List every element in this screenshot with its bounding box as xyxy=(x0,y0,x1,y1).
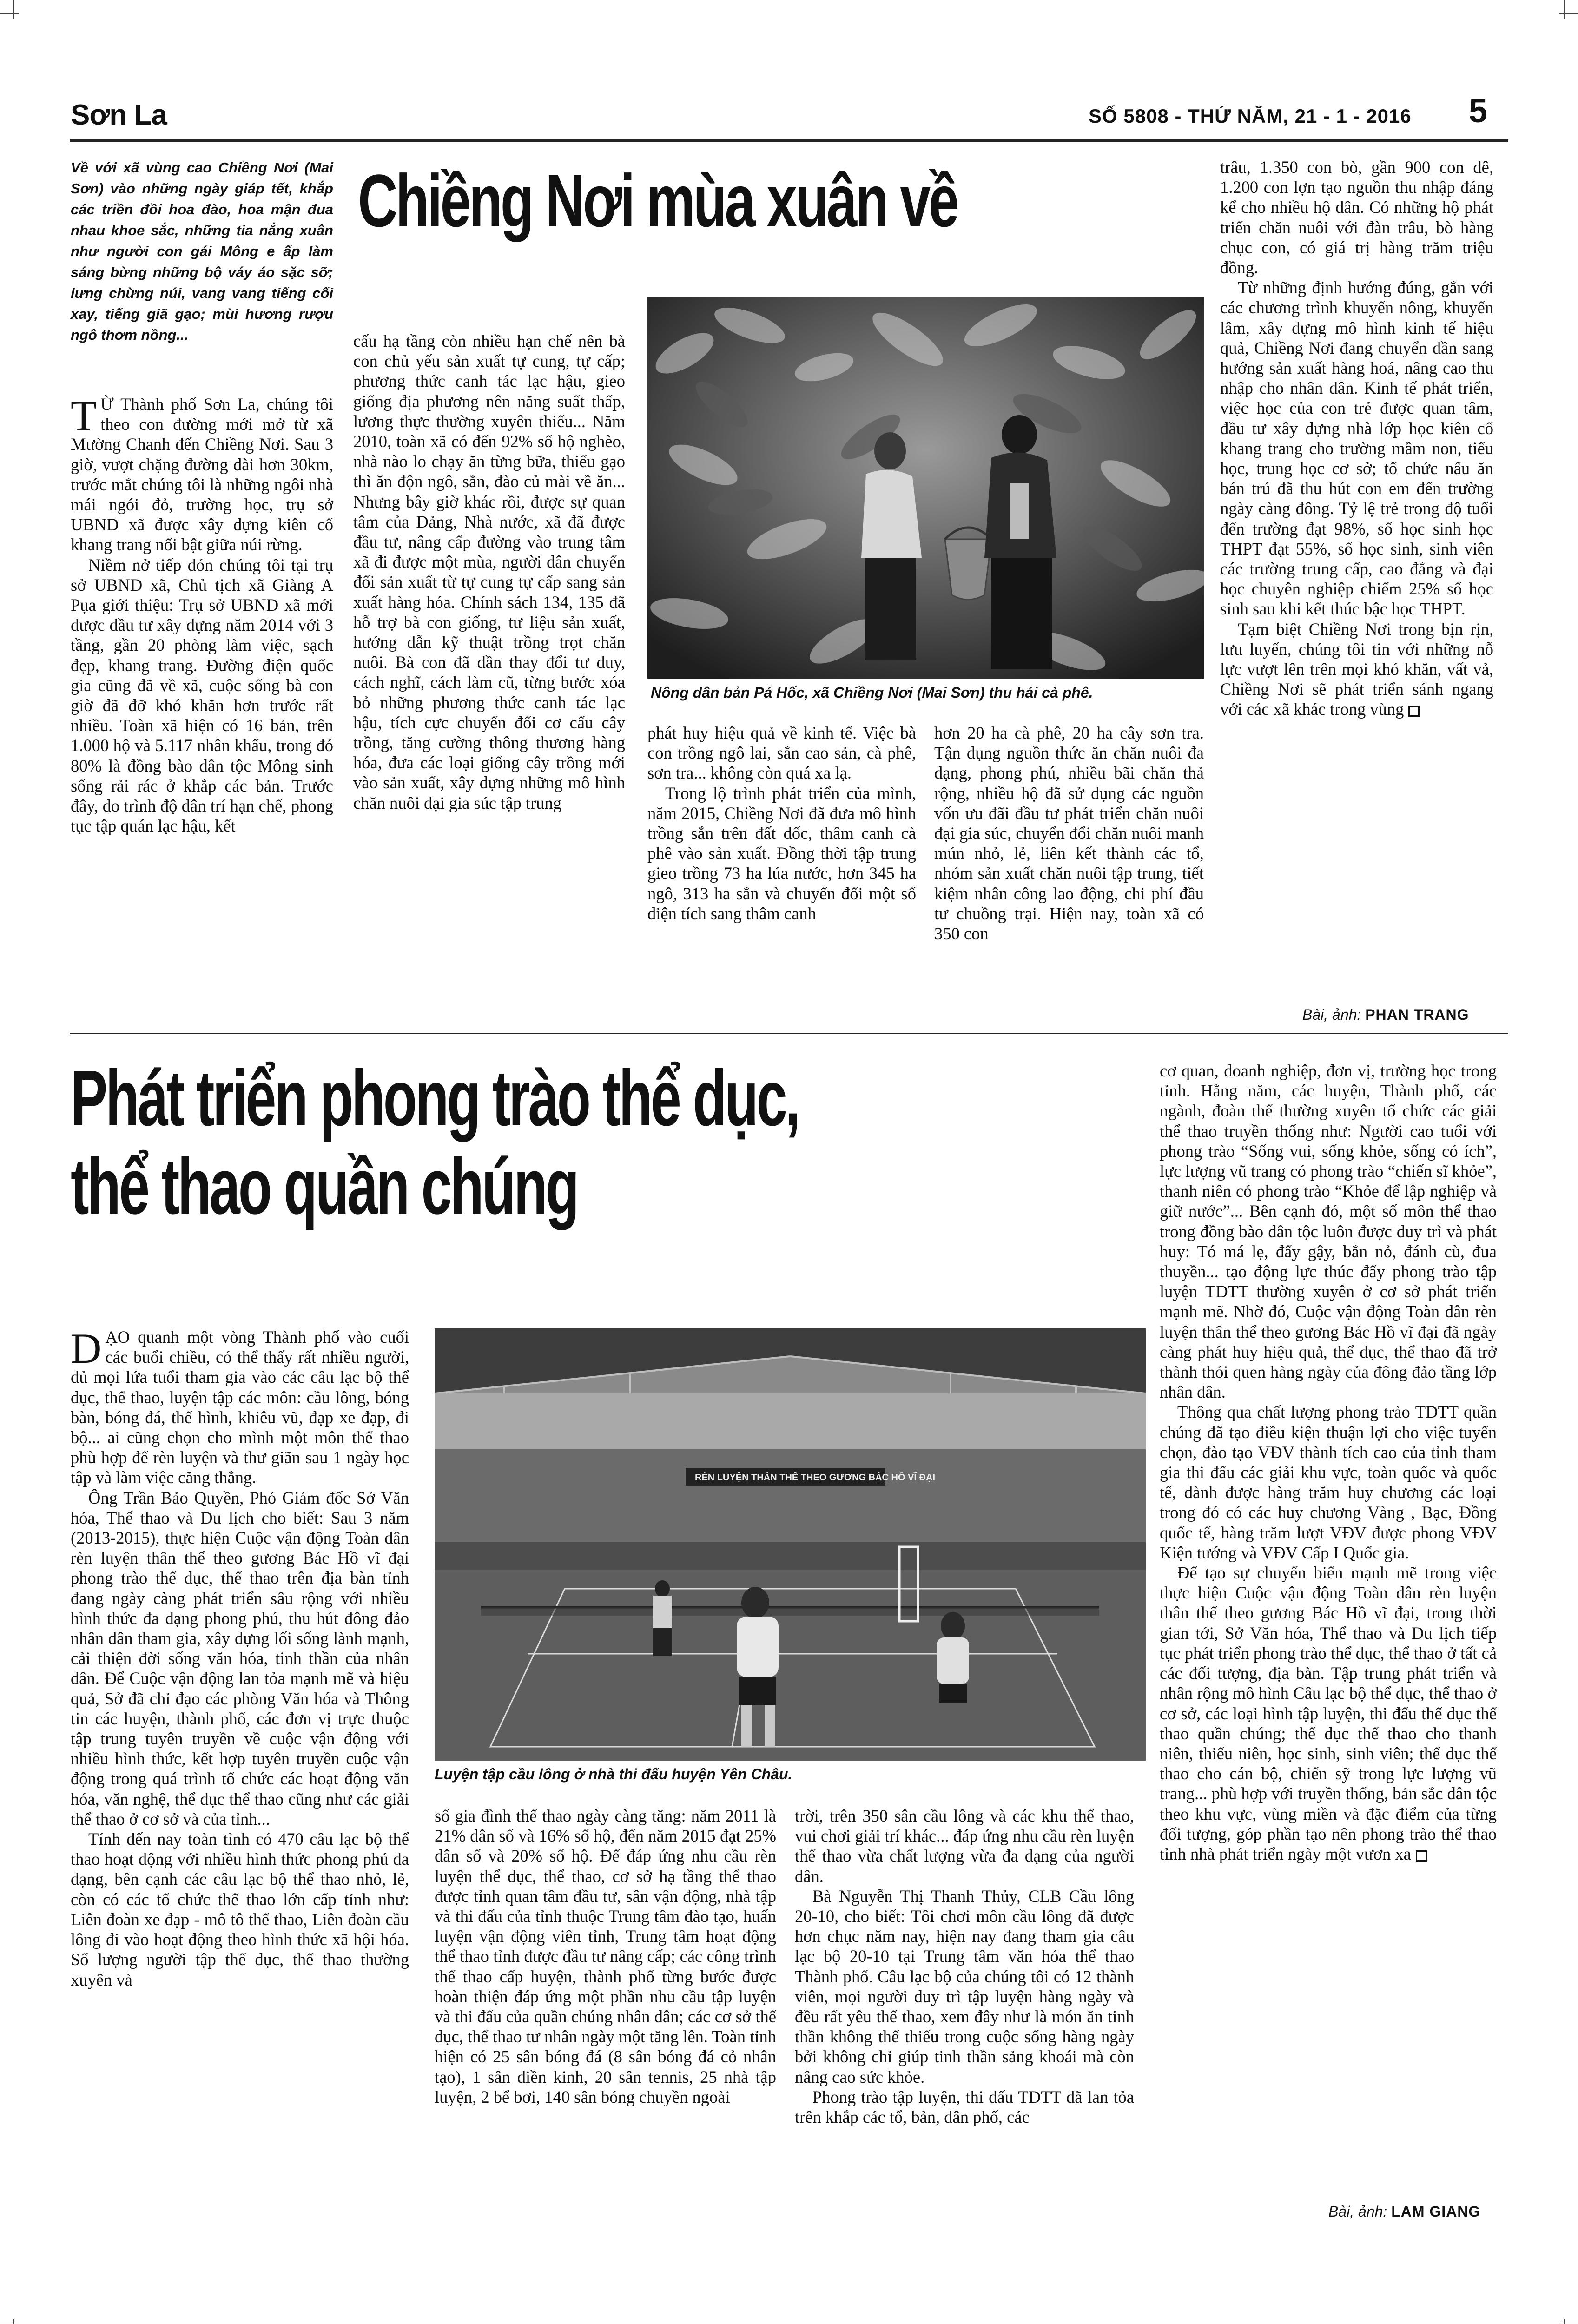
article2-column-3: trời, trên 350 sân cầu lông và các khu thể thao, vui chơi giải trí khác... đáp ứng nhu cầu rèn luyện thể thao vừa chất lượng vừa đa dạng của người dân. Bà Nguyễn Thị Thanh Thủy, CLB Cầu lông 20-10, cho biết: Tôi chơi môn cầu lông đã được hơn chục năm nay, hiện nay đang tham gia câu lạc bộ 20-10 tại Trung tâm văn hóa thể thao Thành phố. Câu lạc bộ của chúng tôi có 12 thành viên, mọi người duy trì tập luyện hàng ngày và đều rất yêu thể thao, xem đây như là món ăn tinh thần không thể thiếu trong cuộc sống hàng ngày bởi không chỉ giúp tinh thần sảng khoái mà còn nâng cao sức khỏe. Phong trào tập luyện, thi đấu TDTT đã lan tỏa trên khắp các tổ, bản, dân phố, các xyxy=(795,1806,1134,2127)
article1-column-3: phát huy hiệu quả về kinh tế. Việc bà con trồng ngô lai, sắn cao sản, cà phê, sơn tra... không còn quá xa lạ. Trong lộ trình phát triển của mình, năm 2015, Chiềng Nơi đã đưa mô hình trồng sắn trên đất dốc, thâm canh cà phê vào sản xuất. Đồng thời tập trung gieo trồng 73 ha lúa nước, hơn 345 ha ngô, 313 ha sắn và chuyển đổi một số diện tích sang thâm canh xyxy=(647,723,916,923)
crop-mark-bottom-left xyxy=(0,2310,28,2324)
player-back xyxy=(653,1580,672,1656)
article1-photo-caption: Nông dân bản Pá Hốc, xã Chiềng Nơi (Mai Sơn) thu hái cà phê. xyxy=(651,684,1093,701)
article2-col1-para-1: DẠO quanh một vòng Thành phố vào cuối các buổi chiều, có thể thấy rất nhiều người, đủ mọi lứa tuổi tham gia vào các câu lạc bộ thể dục, thể thao, luyện tập các môn: cầu lông, bóng bàn, bóng đá, thể hình, khiêu vũ, đạp xe đạp, đi bộ... ai cũng chọn cho mình một môn thể thao phù hợp để rèn luyện và thư giãn sau 1 ngày học tập và làm việc căng thẳng. xyxy=(71,1325,409,1487)
article1-closing: Tạm biệt Chiềng Nơi trong bịn rịn, lưu luyến, chúng tôi tin với những nỗ lực vượt lên trên mọi khó khăn, vất vả, Chiềng Nơi sẽ phát triển sánh ngang với các xã khác trong vùng xyxy=(1220,619,1493,719)
crop-mark-top-right xyxy=(1550,0,1578,28)
badminton-hall-image xyxy=(435,1328,1146,1761)
article1-col1-para-2: Niềm nở tiếp đón chúng tôi tại trụ sở UBND xã, Chủ tịch xã Giàng A Pụa giới thiệu: Trụ sở UBND xã mới được đầu tư xây dựng năm 2014 với 3 tầng, gần 20 phòng làm việc, sạch đẹp, khang trang. Đường điện quốc gia cũng đã về xã, cuộc sống bà con giờ đã đỡ khó khăn hơn trước rất nhiều. Toàn xã hiện có 16 bản, trên 1.000 hộ và 5.117 nhân khẩu, trong đó 80% là đồng bào dân tộc Mông sinh sống rải rác ở khắp các bản. Trước đây, do trình độ dân trí hạn chế, phong tục tập quán lạc hậu, kết xyxy=(71,555,333,836)
end-mark xyxy=(1416,1850,1427,1862)
article2-column-4: cơ quan, doanh nghiệp, đơn vị, trường học trong tỉnh. Hằng năm, các huyện, Thành phố, các ngành, đoàn thể thường xuyên tổ chức các giải thể thao truyền thống như: Người cao tuổi với phong trào “Sống vui, sống khỏe, sống có ích”, lực lượng vũ trang có phong trào “chiến sĩ khỏe”, thanh niên có phong trào “Khỏe để lập nghiệp và giữ nước”... Bên cạnh đó, một số môn thể thao trong đồng bào dân tộc luôn được duy trì và phát huy: Tó má lẹ, đẩy gậy, bắn nỏ, đánh cù, đua thuyền... tạo động lực thúc đẩy phong trào tập luyện TDTT thường xuyên ở cơ sở phát triển mạnh mẽ. Nhờ đó, Cuộc vận động Toàn dân rèn luyện thân thể theo gương Bác Hồ vĩ đại đã ngày càng phát huy hiệu quả, thể dục, thể thao đã trở thành thói quen hàng ngày của đông đảo tầng lớp nhân dân. Thông qua chất lượng phong trào TDTT quần chúng đã tạo điều kiện thuận lợi cho việc tuyển chọn, đào tạo VĐV thành tích cao của tỉnh tham gia thi đấu các giải khu vực, toàn quốc và quốc tế, dành được hàng trăm huy chương các loại trong đó có các huy chương Vàng , Bạc, Đồng quốc tế, hàng trăm lượt VĐV được phong VĐV Kiện tướng và VĐV Cấp I Quốc gia. Để tạo sự chuyển biến mạnh mẽ trong việc thực hiện Cuộc vận động Toàn dân rèn luyện thân thể theo gương Bác Hồ vĩ đại, trong thời gian tới, Sở Văn hóa, Thể thao và Du lịch tiếp tục phát triển phong trào thể dục, thể thao ở tất cả các đối tượng, địa bàn. Tập trung phát triển và nhân rộng mô hình Câu lạc bộ thể dục, thể thao ở cơ sở, các loại hình tập luyện, thi đấu thể dục thể thao quần chúng; thể dục thể thao cho thanh niên, thiếu niên, học sinh, sinh viên; thể dục thể thao cho cán bộ, chiến sỹ trong lực lượng vũ trang... phù hợp với truyền thống, bản sắc dân tộc theo khu vực, vùng miền và đặc điểm của từng đối tượng, góp phần tạo nên phong trào thể thao tỉnh nhà phát triển ngày một vươn xa xyxy=(1160,1061,1497,1863)
issue-info: SỐ 5808 - THỨ NĂM, 21 - 1 - 2016 xyxy=(1089,105,1412,127)
section-title: Sơn La xyxy=(71,99,167,131)
badminton-hall-photo xyxy=(435,1328,1146,1761)
article1-lead: Về với xã vùng cao Chiềng Nơi (Mai Sơn) vào những ngày giáp tết, khắp các triền đồi hoa đào, hoa mận đua nhau khoe sắc, những tia nắng xuân như người con gái Mông e ấp làm sáng bừng những bộ váy áo sặc sỡ; lưng chừng núi, vang vang tiếng cối xay, tiếng giã gạo; mùi hương rượu ngô thơm nồng... xyxy=(71,159,333,343)
coffee-harvest-image xyxy=(647,297,1204,679)
header-rule xyxy=(70,139,1508,142)
article1-column-1 xyxy=(71,394,333,836)
article1-column-2: cấu hạ tầng còn nhiều hạn chế nên bà con chủ yếu sản xuất tự cung, tự cấp; phương thức canh tác lạc hậu, gieo giống địa phương nên năng suất thấp, lương thực thường xuyên thiếu... Năm 2010, toàn xã có đến 92% số hộ nghèo, nhà nào lo chạy ăn từng bữa, thiếu gạo thì ăn độn ngô, sắn, đào củ mài về ăn... Nhưng bây giờ khác rồi, được sự quan tâm của Đảng, Nhà nước, xã đã được đầu tư, nâng cấp đường vào trung tâm xã đi được một mùa, người dân chuyển đổi sản xuất từ tự cung tự cấp sang sản xuất hàng hóa. Chính sách 134, 135 đã hỗ trợ bà con giống, tư liệu sản xuất, hướng dẫn kỹ thuật trồng trọt chăn nuôi. Bà con đã dần thay đổi tư duy, cách nghĩ, cách làm cũ, từng bước xóa bỏ những phương thức canh tác lạc hậu, tích cực chuyển đổi cơ cấu cây trồng, tăng cường thông thương hàng hóa, đưa các loại giống cây trồng mới vào sản xuất, xây dựng những mô hình chăn nuôi đại gia súc tập trung xyxy=(353,331,625,812)
article-divider xyxy=(70,1033,1508,1034)
article1-col1-para-1: T Ừ Thành phố Sơn La, chúng tôi theo con đường mới mở từ xã Mường Chanh đến Chiềng Nơi. Sau 3 giờ, vượt chặng đường dài hơn 30km, trước mắt chúng tôi là những ngôi nhà mái ngói đỏ, trường học, trụ sở UBND xã được xây dựng kiên cố khang trang nổi bật giữa núi rừng. xyxy=(71,392,333,555)
article1-column-5: trâu, 1.350 con bò, gần 900 con dê, 1.200 con lợn tạo nguồn thu nhập đáng kể cho nhiều hộ dân. Có những hộ phát triển chăn nuôi với đàn trâu, bò hàng chục con, có giá trị hàng trăm triệu đồng. Từ những định hướng đúng, gắn với các chương trình khuyến nông, khuyến lâm, xây dựng mô hình kinh tế hiệu quả, Chiềng Nơi đang chuyển dần sang hướng sản xuất hàng hoá, nâng cao thu nhập cho nhân dân. Kinh tế phát triển, việc học của con trẻ được quan tâm, đầu tư xây dựng nhà lớp học kiên cố khang trang cho trường mầm non, tiểu học, trung học cơ sở; tổ chức nấu ăn bán trú đã thu hút con em đến trường ngày càng đông. Tỷ lệ trẻ trong độ tuổi đến trường đạt 98%, số học sinh học THPT đạt 55%, số học sinh, sinh viên các trường trung cấp, cao đẳng và đại học chuyên nghiệp chiếm 25% số học sinh sau khi kết thúc bậc học THPT. Tạm biệt Chiềng Nơi trong bịn rịn, lưu luyến, chúng tôi tin với những nỗ lực vượt lên trên mọi khó khăn, vất vả, Chiềng Nơi sẽ phát triển sánh ngang với các xã khác trong vùng xyxy=(1220,158,1493,719)
article2-headline-line1: Phát triển phong trào thể dục, xyxy=(71,1054,799,1142)
article1-headline: Chiềng Nơi mùa xuân về xyxy=(358,159,957,242)
article2-column-1: DẠO quanh một vòng Thành phố vào cuối các buổi chiều, có thể thấy rất nhiều người, đủ mọi lứa tuổi tham gia vào các câu lạc bộ thể dục, thể thao, luyện tập các môn: cầu lông, bóng bàn, bóng đá, thể hình, khiêu vũ, đạp xe đạp, đi bộ... ai cũng chọn cho mình một môn thể thao phù hợp để rèn luyện và thư giãn sau 1 ngày học tập và làm việc căng thẳng. Ông Trần Bảo Quyền, Phó Giám đốc Sở Văn hóa, Thể thao và Du lịch cho biết: Sau 3 năm (2013-2015), thực hiện Cuộc vận động Toàn dân rèn luyện thân thể theo gương Bác Hồ vĩ đại phong trào thể dục, thể thao trên địa bàn tỉnh đang ngày càng phát triển sâu rộng với nhiều hình thức đa dạng phong phú, thu hút đông đảo nhân dân tham gia, xây dựng lối sống lành mạnh, cải thiện đời sống văn hóa, tinh thần của nhân dân. Để Cuộc vận động lan tỏa mạnh mẽ và hiệu quả, Sở đã chỉ đạo các phòng Văn hóa và Thông tin các huyện, thành phố, các đơn vị trực thuộc tập trung tuyên truyền về cuộc vận động với nhiều hình thức, kết hợp tuyên truyền cuộc vận động trong quá trình tổ chức các hoạt động văn hóa, văn nghệ, thể dục thể thao cũng như các giải thể thao ở cơ sở và của tỉnh... Tính đến nay toàn tỉnh có 470 câu lạc bộ thể thao hoạt động với nhiều hình thức phong phú đa dạng, bên cạnh các câu lạc bộ thể thao nhỏ, lẻ, còn có các tổ chức thể thao lớn cấp tỉnh như: Liên đoàn xe đạp - mô tô thể thao, Liên đoàn cầu lông đi vào hoạt động theo hình thức xã hội hóa. Số lượng người tập thể dục, thể thao thường xuyên và xyxy=(71,1325,409,1989)
crop-mark-bottom-right xyxy=(1550,2310,1578,2324)
article2-column-2: số gia đình thể thao ngày càng tăng: năm 2011 là 21% dân số và 16% số hộ, đến năm 2015 đạt 25% dân số và 20% số hộ. Để đáp ứng nhu cầu rèn luyện thể dục, thể thao, cơ sở hạ tầng thể thao được tỉnh quan tâm đầu tư, sân vận động, nhà tập và thi đấu của tỉnh thuộc Trung tâm đào tạo, huấn luyện vận động viên tỉnh, Trung tâm hoạt động thể thao tỉnh được đầu tư nâng cấp; các công trình thể thao cấp huyện, thành phố từng bước được hoàn thiện đáp ứng một phần nhu cầu tập luyện và thi đấu của quần chúng nhân dân; các cơ sở thể dục, thể thao tư nhân ngày một tăng lên. Toàn tỉnh hiện có 25 sân bóng đá (8 sân bóng đá cỏ nhân tạo), 1 sân điền kinh, 20 sân tennis, 25 nhà tập luyện, 2 bể bơi, 140 sân bóng chuyền ngoài xyxy=(435,1806,776,2106)
article2-headline xyxy=(71,1054,799,1231)
dropcap: T xyxy=(71,392,97,439)
article2-headline-line2: thể thao quần chúng xyxy=(71,1142,578,1231)
crop-mark-top-left xyxy=(0,0,28,28)
hall-banner-text: RÈN LUYỆN THÂN THỂ THEO GƯƠNG BÁC HỒ VĨ ĐẠI xyxy=(695,1472,936,1483)
article1-column-4: hơn 20 ha cà phê, 20 ha cây sơn tra. Tận dụng nguồn thức ăn chăn nuôi đa dạng, phong phú, nhiều bãi chăn thả rộng, nhiều hộ đã sử dụng các nguồn vốn ưu đãi đầu tư phát triển chăn nuôi đại gia súc, chuyển đổi chăn nuôi manh mún nhỏ, lẻ, liên kết thành các tổ, nhóm sản xuất chăn nuôi tập trung, tiết kiệm nhân công lao động, chi phí đầu tư chuồng trại. Hiện nay, toàn xã có 350 con xyxy=(934,723,1204,944)
article2-photo-caption: Luyện tập cầu lông ở nhà thi đấu huyện Yên Châu. xyxy=(435,1766,792,1783)
article1-byline: Bài, ảnh: PHAN TRANG xyxy=(1302,1006,1469,1023)
end-mark xyxy=(1408,706,1420,717)
dropcap: D xyxy=(71,1325,102,1372)
article2-byline: Bài, ảnh: LAM GIANG xyxy=(1328,2203,1481,2220)
page-number: 5 xyxy=(1469,92,1488,130)
article2-closing: Để tạo sự chuyển biến mạnh mẽ trong việc thực hiện Cuộc vận động Toàn dân rèn luyện thân thể theo gương Bác Hồ vĩ đại, trong thời gian tới, Sở Văn hóa, Thể thao và Du lịch tiếp tục phát triển phong trào thể dục, thể thao ở tất cả các đối tượng, địa bàn. Tập trung phát triển và nhân rộng mô hình Câu lạc bộ thể dục, thể thao ở cơ sở, các loại hình tập luyện, thi đấu thể dục thể thao quần chúng; thể dục thể thao cho thanh niên, thiếu niên, học sinh, sinh viên; thể dục thể thao cho cán bộ, chiến sỹ trong lực lượng vũ trang... phù hợp với truyền thống, bản sắc dân tộc theo khu vực, vùng miền và đặc điểm của từng đối tượng, góp phần tạo nên phong trào thể thao tỉnh nhà phát triển ngày một vươn xa xyxy=(1160,1563,1497,1863)
coffee-harvest-photo xyxy=(647,297,1204,679)
player-right xyxy=(937,1612,969,1703)
